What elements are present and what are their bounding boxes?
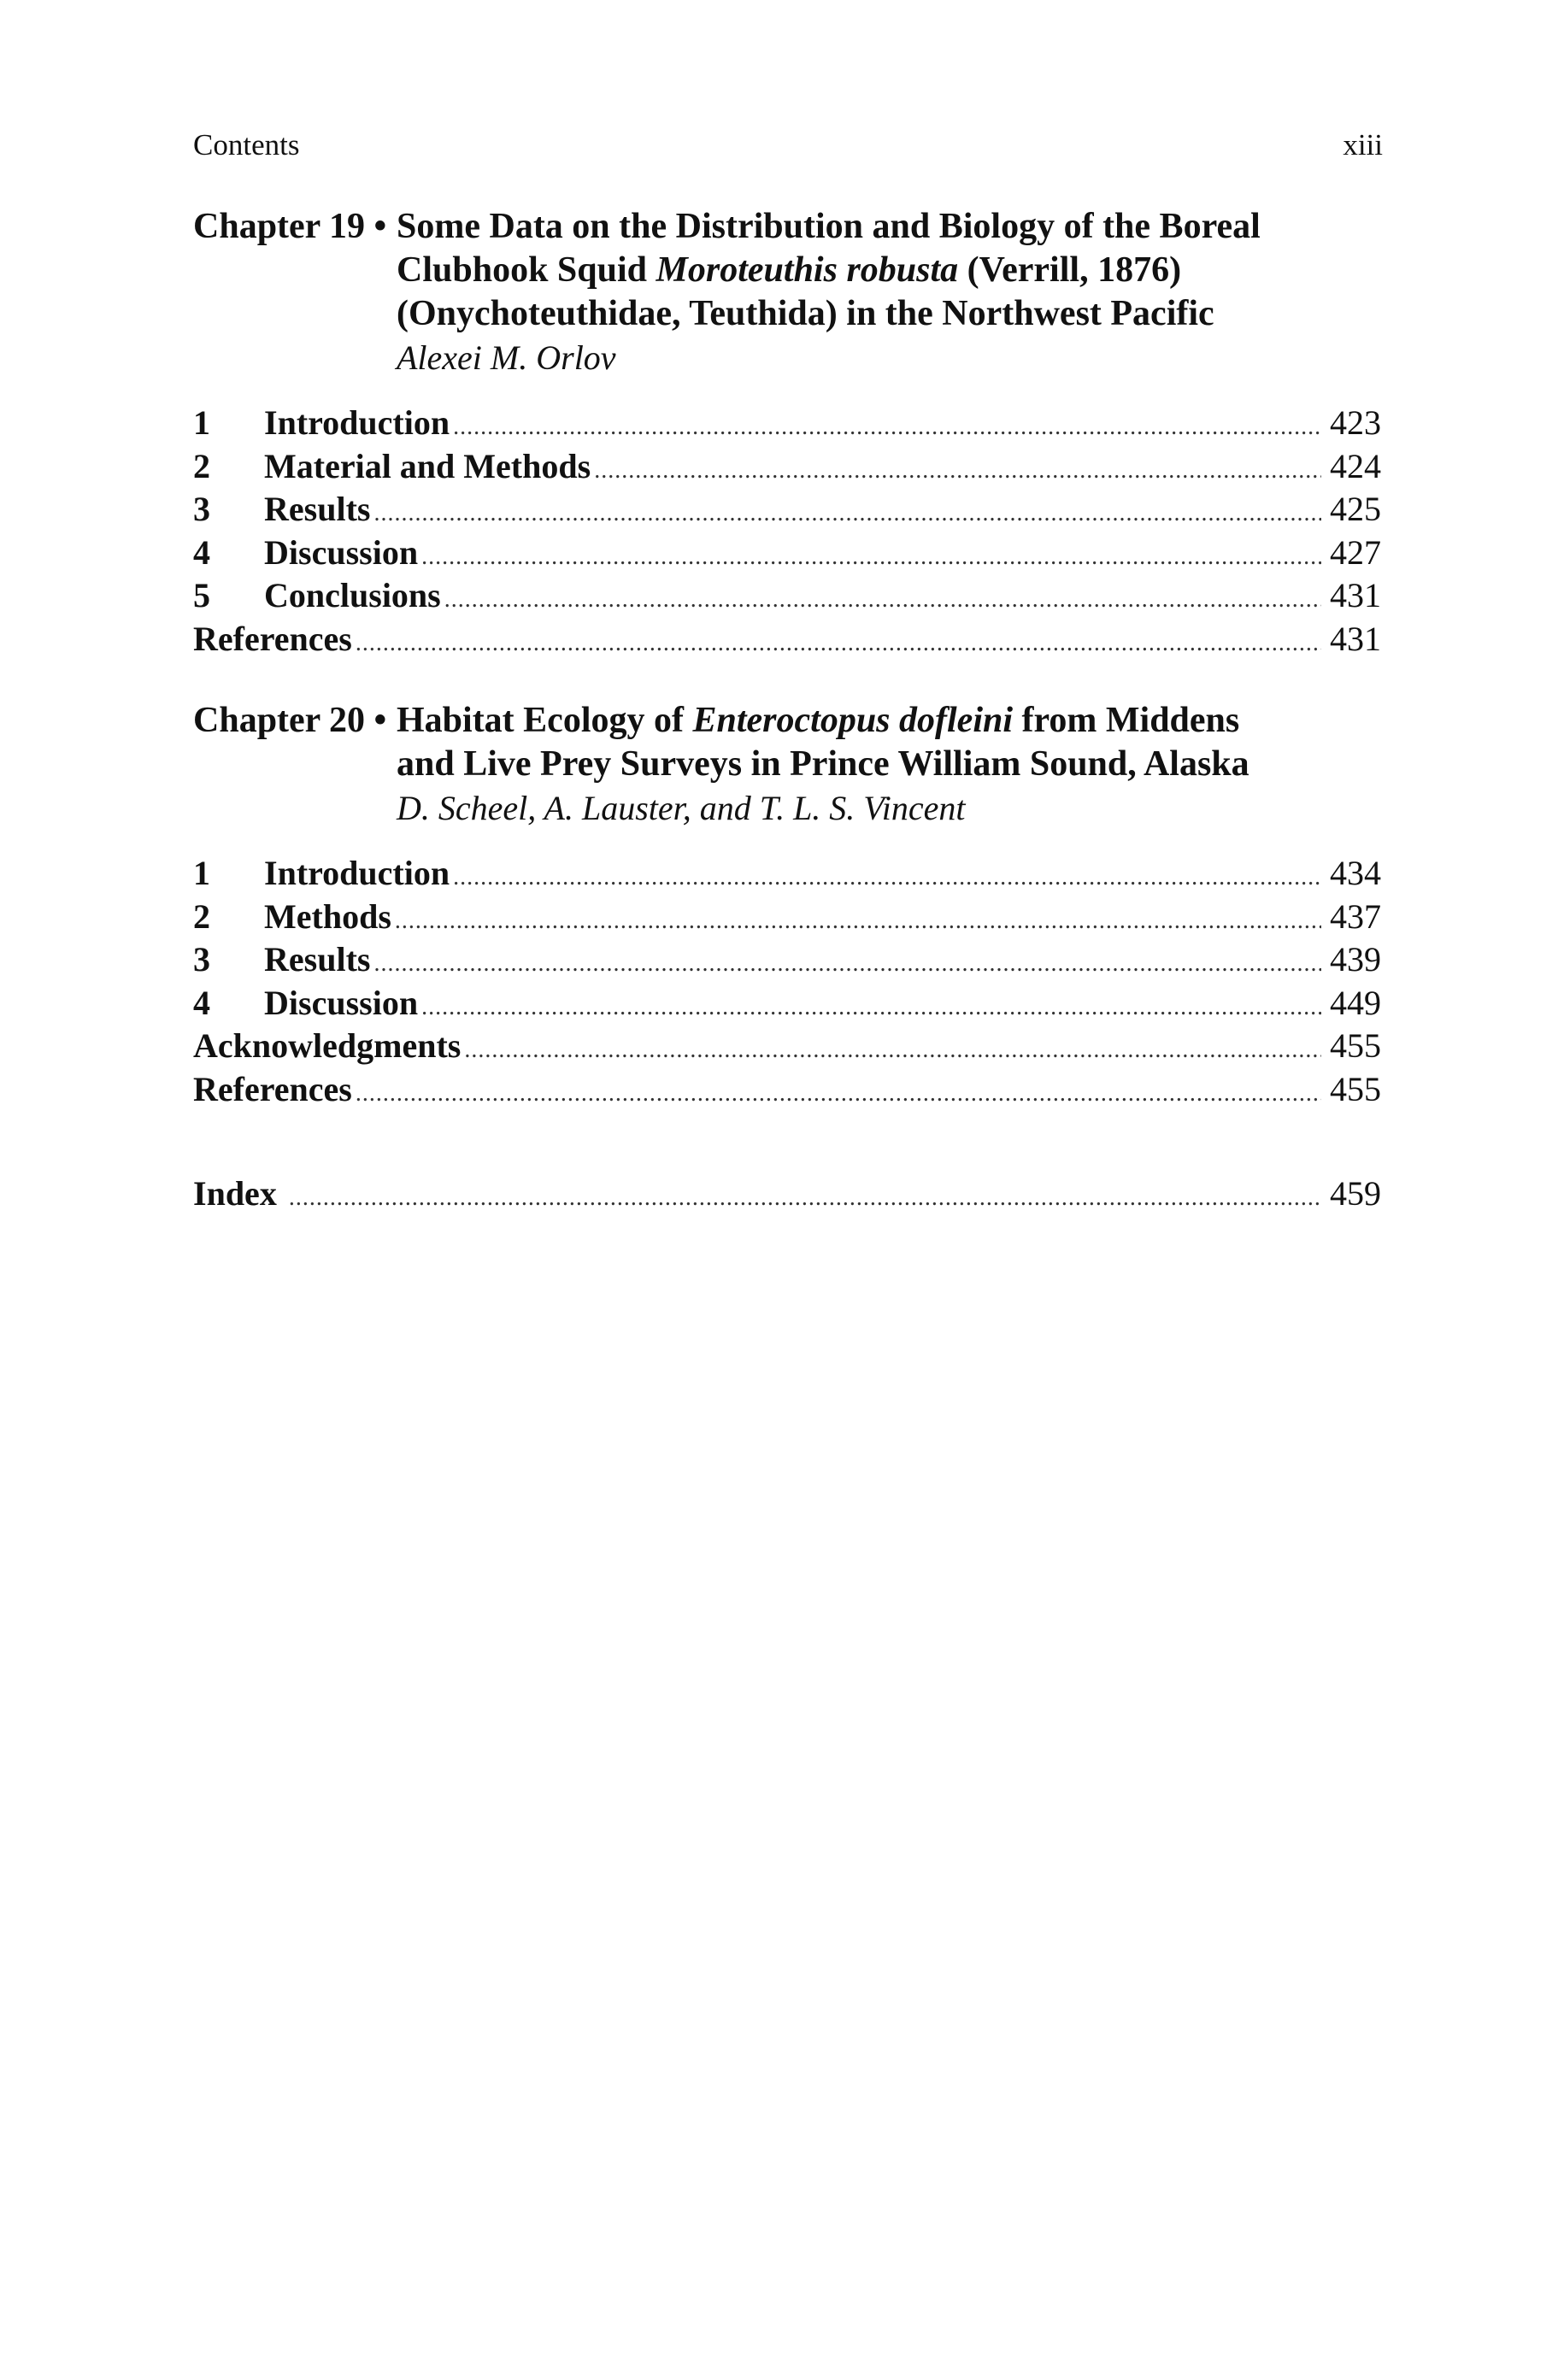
section-page: 449 [1330,983,1381,1022]
section-title: Results [264,940,371,978]
index-title: Index [193,1174,277,1213]
toc-entry[interactable] [193,532,1381,575]
chapter-label: Chapter 20 • [193,701,387,740]
section-title: Conclusions [264,576,441,614]
title-text: (Verrill, 1876) [958,250,1182,290]
chapter-title-line [397,292,1378,336]
section-page: 423 [1330,403,1381,442]
species-name: Enteroctopus dofleini [692,701,1014,740]
toc-entry-index[interactable] [193,1172,1381,1216]
section-title: Results [264,490,371,528]
section-title: Introduction [264,854,450,892]
section-page: 427 [1330,532,1381,572]
index-section [193,1172,1381,1216]
section-number: 5 [193,576,210,614]
section-title: Acknowledgments [193,1026,462,1065]
section-title: Material and Methods [264,446,591,485]
section-page: 439 [1330,940,1381,978]
chapter-authors: D. Scheel, A. Lauster, and T. L. S. Vincent [397,789,966,827]
chapter-title [397,699,1378,830]
section-page: 424 [1330,446,1381,485]
section-page: 425 [1330,490,1381,528]
toc-entry[interactable] [193,896,1381,939]
toc-entry[interactable] [193,488,1381,532]
toc-list [193,402,1381,661]
chapter-title [397,205,1378,379]
chapter-heading [193,699,1378,830]
section-number: 2 [193,446,210,485]
section-page: 437 [1330,896,1381,936]
chapter-title-line [397,743,1378,786]
chapter-title-line [397,205,1378,249]
section-number: 3 [193,940,210,978]
chapter-20 [193,699,1381,1111]
dot-leader [594,450,1321,493]
dot-leader [373,492,1321,536]
dot-leader [444,579,1321,622]
toc-entry[interactable] [193,445,1381,489]
species-name: Moroteuthis robusta [656,250,959,290]
toc-entry[interactable] [193,938,1381,982]
title-text: and Live Prey Surveys in Prince William Sound, Alaska [397,744,1249,784]
toc-entry[interactable] [193,574,1381,618]
section-number: 3 [193,490,210,528]
toc-entry[interactable] [193,1068,1381,1112]
section-title: Discussion [264,532,419,572]
dot-leader [421,986,1321,1030]
chapter-title-line [397,249,1378,292]
title-text: (Onychoteuthidae, Teuthida) in the Northwest Pacific [397,294,1214,333]
dot-leader [453,406,1321,450]
toc-entry[interactable] [193,852,1381,896]
section-title: Introduction [264,403,450,442]
dot-leader [289,1177,1321,1220]
chapter-authors: Alexei M. Orlov [397,338,616,377]
section-page: 455 [1330,1026,1381,1065]
section-number: 1 [193,403,210,442]
toc-entry[interactable] [193,982,1381,1025]
dot-leader [395,900,1321,943]
page-number: xiii [1343,128,1383,162]
dot-leader [464,1029,1321,1072]
title-text: Habitat Ecology of [397,701,693,740]
dot-leader [356,622,1321,666]
title-text: from Middens [1013,701,1240,740]
section-page: 431 [1330,619,1381,658]
section-title: Methods [264,896,391,936]
title-text: Clubhook Squid [397,250,656,290]
dot-leader [453,856,1321,900]
chapter-heading [193,205,1378,379]
title-text: Some Data on the Distribution and Biology of the Boreal [397,207,1261,246]
section-page: 431 [1330,576,1381,614]
running-head-title: Contents [193,128,300,162]
dot-leader [421,536,1321,579]
section-number: 2 [193,896,210,936]
section-number: 4 [193,532,210,572]
chapter-title-line [397,699,1378,743]
toc-entry[interactable] [193,402,1381,445]
dot-leader [373,943,1321,986]
section-title: References [193,619,352,658]
section-page: 434 [1330,854,1381,892]
section-title: References [193,1069,352,1108]
section-number: 1 [193,854,210,892]
chapter-19 [193,205,1381,661]
index-page: 459 [1330,1174,1381,1213]
dot-leader [356,1072,1321,1116]
section-title: Discussion [264,983,419,1022]
section-number: 4 [193,983,210,1022]
section-page: 455 [1330,1069,1381,1108]
toc-entry[interactable] [193,618,1381,661]
toc-list [193,852,1381,1111]
chapter-label: Chapter 19 • [193,207,387,246]
toc-entry[interactable] [193,1025,1381,1068]
